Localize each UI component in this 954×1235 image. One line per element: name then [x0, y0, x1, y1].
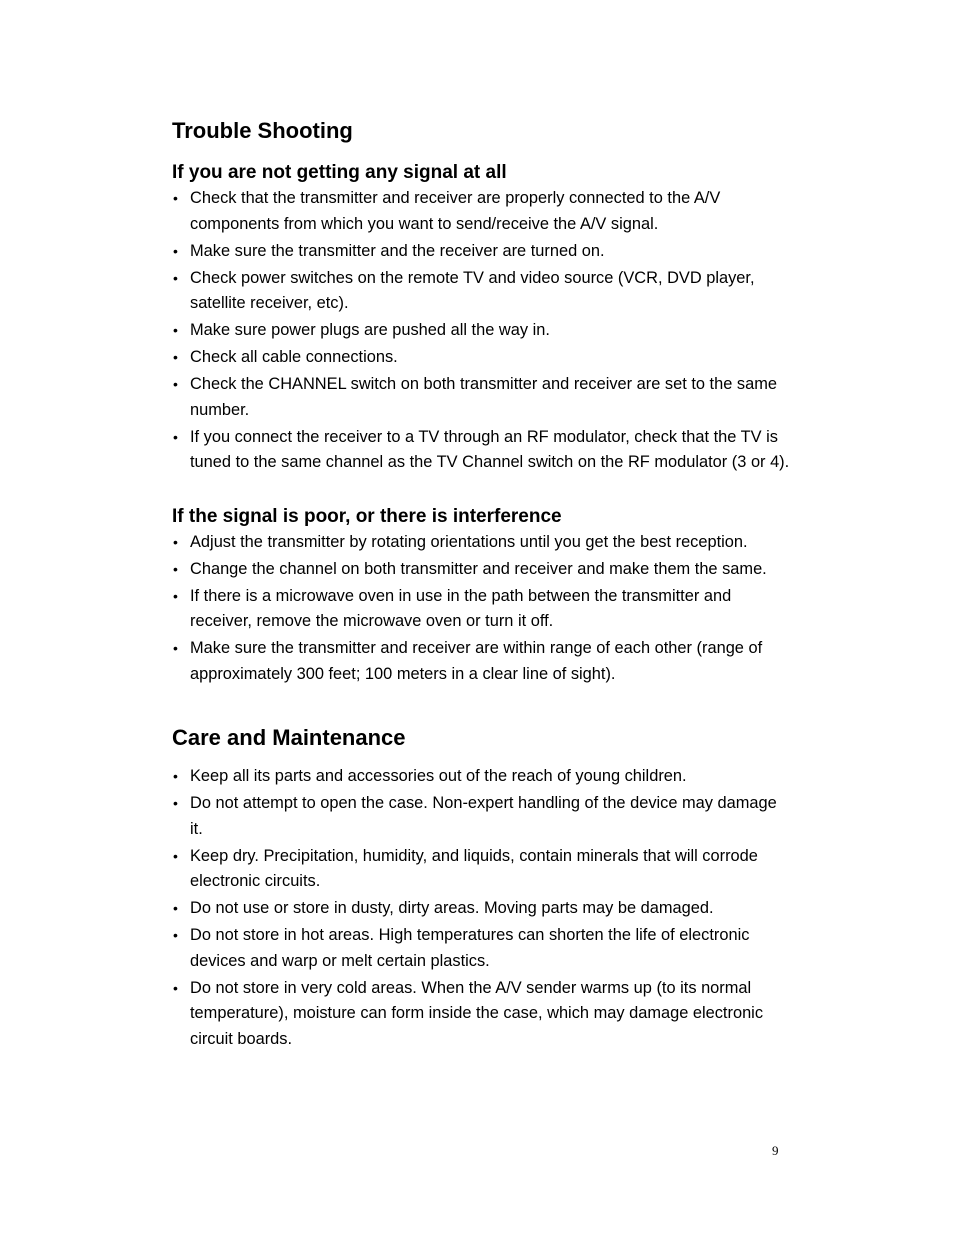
list-item: • Check that the transmitter and receiver are properly connected to the A/V components from which you want to send/receive the A/V signal.: [172, 186, 792, 237]
bullet-icon: •: [173, 900, 178, 916]
section-title-trouble-shooting: Trouble Shooting: [172, 118, 353, 143]
list-item: • Adjust the transmitter by rotating orientations until you get the best reception.: [172, 530, 792, 556]
bullet-icon: •: [173, 560, 178, 577]
bullet-icon: •: [173, 376, 178, 392]
list-item: • Do not store in hot areas. High temperatures can shorten the life of electronic devices and warp or melt certain plastics.: [172, 923, 792, 974]
list-item: • If there is a microwave oven in use in the path between the transmitter and receiver, remove the microwave oven or turn it off.: [172, 584, 792, 635]
no-signal-list: [172, 186, 792, 476]
section-title-care-and-maintenance: Care and Maintenance: [172, 725, 406, 750]
bullet-icon: •: [173, 927, 178, 943]
list-item: • Keep all its parts and accessories out of the reach of young children.: [172, 764, 792, 790]
list-item: • Check power switches on the remote TV and video source (VCR, DVD player, satellite receiver, etc).: [172, 266, 792, 317]
bullet-icon: •: [173, 269, 178, 286]
page-content: [172, 116, 792, 1054]
bullet-icon: •: [173, 768, 178, 784]
bullet-icon: •: [173, 322, 178, 338]
list-item: • Make sure the transmitter and the receiver are turned on.: [172, 239, 792, 265]
bullet-icon: •: [173, 428, 178, 445]
list-item: • Check the CHANNEL switch on both transmitter and receiver are set to the same number.: [172, 372, 792, 423]
poor-signal-list: [172, 530, 792, 688]
list-item: • Keep dry. Precipitation, humidity, and liquids, contain minerals that will corrode electronic circuits.: [172, 844, 792, 895]
subsection-heading-poor-signal: If the signal is poor, or there is interference: [172, 505, 562, 527]
page-number: 9: [772, 1143, 779, 1158]
bullet-icon: •: [173, 847, 178, 864]
list-item: • Make sure the transmitter and receiver are within range of each other (range of approximately 300 feet; 100 meters in a clear line of sight).: [172, 636, 792, 687]
bullet-icon: •: [173, 795, 178, 811]
bullet-icon: •: [173, 190, 178, 206]
care-list: [172, 764, 792, 1052]
subsection-heading-no-signal: If you are not getting any signal at all: [172, 162, 507, 183]
list-item: • Change the channel on both transmitter and receiver and make them the same.: [172, 557, 792, 583]
list-item: • Make sure power plugs are pushed all the way in.: [172, 318, 792, 344]
list-item: • Check all cable connections.: [172, 345, 792, 371]
bullet-icon: •: [173, 349, 178, 365]
list-item: • Do not attempt to open the case. Non-expert handling of the device may damage it.: [172, 791, 792, 842]
list-item: • If you connect the receiver to a TV through an RF modulator, check that the TV is tuned to the same channel as the TV Channel switch on the RF modulator (3 or 4).: [172, 425, 792, 476]
bullet-icon: •: [173, 587, 178, 604]
bullet-icon: •: [173, 533, 178, 550]
bullet-icon: •: [173, 242, 178, 259]
list-item: • Do not use or store in dusty, dirty areas. Moving parts may be damaged.: [172, 896, 792, 922]
bullet-icon: •: [173, 640, 178, 656]
bullet-icon: •: [173, 979, 178, 996]
list-item: • Do not store in very cold areas. When the A/V sender warms up (to its normal temperature), moisture can form inside the case, which may damage electronic circuit boards.: [172, 976, 792, 1053]
